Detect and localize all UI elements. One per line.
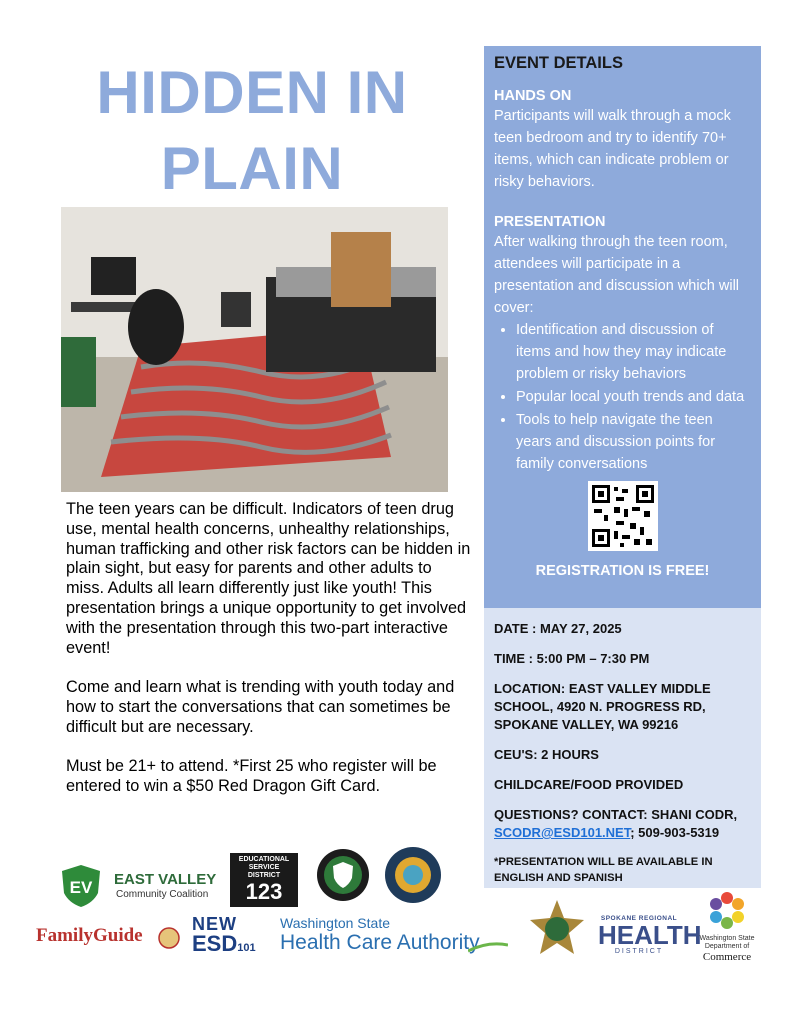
community-seal-icon	[384, 846, 442, 904]
family-guide-text: FamilyGuide	[36, 925, 143, 946]
hands-on-text: Participants will walk through a mock teen bedroom and try to identify 70+ items, which can indicate problem or risky behaviors.	[494, 108, 731, 190]
hands-on-heading: HANDS ON	[494, 88, 572, 104]
topic-item: • Identification and discussion of items and how they may indicate problem or risky behaviors	[516, 319, 751, 385]
intro-paragraph-3: Must be 21+ to attend. *First 25 who register will be entered to win a $50 Red Dragon Gift Card.	[66, 757, 437, 796]
ev-name: EAST VALLEY	[114, 871, 217, 888]
intro-paragraph-2: Come and learn what is trending with youth today and how to start the conversations that can sometimes be difficult but are necessary.	[66, 678, 455, 736]
event-details-panel	[484, 46, 761, 608]
event-location: LOCATION: EAST VALLEY MIDDLE SCHOOL, 4920 N. PROGRESS RD, SPOKANE VALLEY, WA 99216	[494, 681, 711, 732]
ev-shield-icon	[58, 863, 104, 909]
qr-code-icon	[590, 483, 656, 549]
event-date: DATE : MAY 27, 2025	[494, 621, 622, 636]
presentation-text: After walking through the teen room, attendees will participate in a presentation and discussion which will cover:	[494, 234, 740, 316]
title-line-1: HIDDEN IN	[96, 59, 408, 126]
commerce-logo	[694, 890, 760, 963]
hca-state: Washington State	[280, 915, 390, 931]
ev-subtitle: Community Coalition	[116, 889, 209, 900]
east-valley-district-seal	[316, 848, 370, 902]
commerce-pinwheel-icon	[707, 890, 747, 930]
event-ceu: CEU'S: 2 HOURS	[494, 747, 599, 762]
family-guide-logo	[36, 925, 181, 955]
event-info-box	[484, 608, 761, 888]
spokane-regional-health-logo	[598, 915, 702, 959]
presentation-topics	[494, 319, 751, 475]
event-childcare: CHILDCARE/FOOD PROVIDED	[494, 777, 684, 792]
topic-item: • Tools to help navigate the teen years and discussion points for family conversations	[516, 409, 751, 475]
commerce-state: Washington State	[699, 935, 755, 942]
esd-123-number: 123	[245, 879, 283, 904]
new-esd-101-logo	[192, 915, 268, 959]
title-line-2: PLAIN	[160, 135, 344, 202]
registration-free-text: REGISTRATION IS FREE!	[535, 563, 710, 579]
intro-paragraph-1: The teen years can be difficult. Indicators of teen drug use, mental health concerns, unhealthy relationships, human trafficking and other risk factors can be hidden in plain sight, but easy for parents and other adults to miss. Adults all learn differently just like youth! This presentation brings a unique opportunity to get involved with the presentation through this two-part interactive event!	[66, 500, 471, 657]
ev-mark: EV	[69, 878, 93, 897]
language-note: *PRESENTATION WILL BE AVAILABLE IN ENGLISH AND SPANISH	[494, 856, 713, 884]
esd-123-title: EDUCATIONAL SERVICE DISTRICT	[238, 856, 290, 879]
new-esd-number: 101	[237, 942, 256, 954]
east-valley-coalition-logo	[58, 863, 218, 909]
community-partners-seal	[384, 846, 442, 904]
contact-phone: ; 509-903-5319	[630, 825, 720, 840]
commerce-name: Commerce	[702, 951, 752, 963]
family-guide-seal-icon	[158, 927, 180, 949]
event-details-heading: EVENT DETAILS	[494, 54, 623, 72]
teen-bedroom-photo	[61, 207, 448, 492]
hca-name: Health Care Authority	[280, 931, 480, 954]
sheriff-star-icon	[528, 898, 586, 958]
seal-icon	[316, 848, 370, 902]
hca-swoosh-icon	[468, 941, 508, 955]
topic-item: • Popular local youth trends and data	[516, 386, 751, 408]
contact-prefix: QUESTIONS? CONTACT: SHANI CODR,	[494, 807, 738, 822]
commerce-dept: Department of	[704, 943, 750, 950]
intro-text	[66, 500, 471, 817]
event-time: TIME : 5:00 PM – 7:30 PM	[494, 651, 650, 666]
esd-123-logo	[230, 853, 298, 907]
health-bot: DISTRICT	[614, 948, 664, 955]
presentation-heading: PRESENTATION	[494, 214, 606, 230]
contact-email-link[interactable]: SCODR@ESD101.NET	[494, 825, 631, 840]
health-top: SPOKANE REGIONAL	[600, 915, 678, 922]
sheriff-star-logo	[528, 898, 586, 958]
bedroom-illustration	[61, 207, 448, 492]
event-contact	[494, 806, 751, 842]
health-mid: HEALTH	[598, 920, 702, 950]
new-esd-esd: ESD	[192, 931, 238, 956]
health-care-authority-logo	[280, 915, 515, 957]
new-esd-new: NEW	[192, 914, 237, 934]
registration-qr-code[interactable]	[588, 481, 658, 551]
